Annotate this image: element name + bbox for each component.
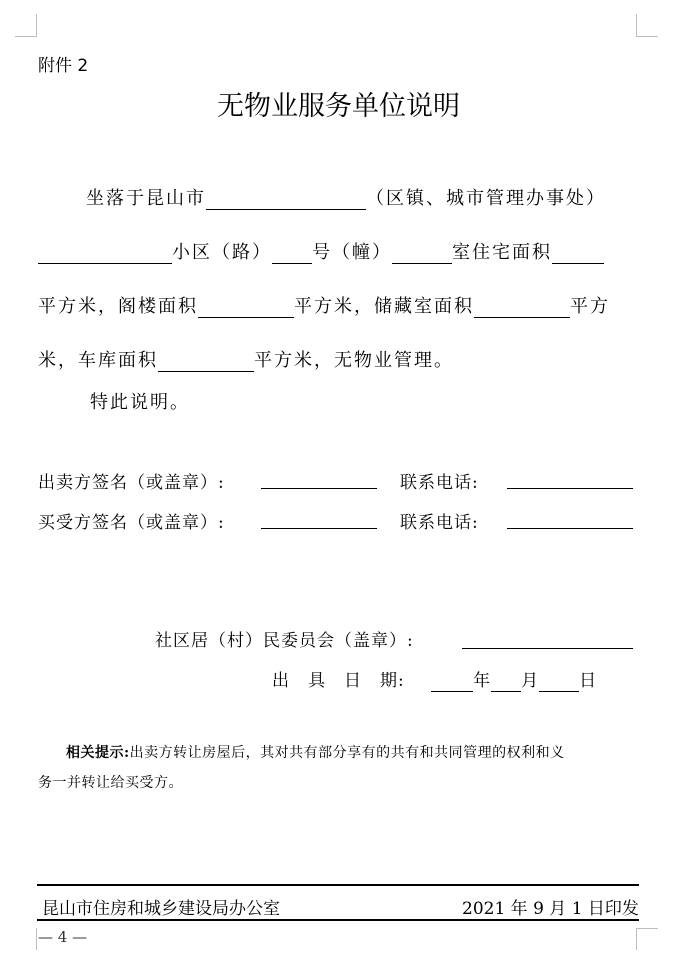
footer-date: 2021 年 9 月 1 日印发 [462,899,639,919]
body-line-1 [86,184,606,210]
residence-area-blank[interactable] [552,245,604,264]
seller-signature-label: 出卖方签名（或盖章）: [38,473,225,493]
notice-label: 相关提示: [66,745,130,761]
district-blank[interactable] [206,191,366,210]
attic-area-blank[interactable] [198,299,294,318]
footer-issuer: 昆山市住房和城乡建设局办公室 [42,899,280,919]
notice-text-2: 务一并转让给买受方。 [38,775,183,791]
year-blank[interactable] [431,673,473,692]
storage-area-label: 平方米，储藏室面积 [294,296,474,317]
buyer-phone-label: 联系电话: [400,513,479,533]
crop-mark [15,36,37,37]
seller-signature-blank[interactable] [261,470,377,489]
crop-mark [636,928,658,929]
no-property-statement: 平方米，无物业管理。 [254,350,454,371]
day-blank[interactable] [539,673,579,692]
footer-top-rule [37,884,639,886]
community-label: 小区（路） [172,242,272,263]
attic-area-label: 平方米，阁楼面积 [38,296,198,317]
unit-fragment: 平方 [570,296,610,317]
issue-date-label: 出 具 日 期: [272,671,405,691]
body-line-2 [38,238,604,264]
month-blank[interactable] [491,673,521,692]
seller-phone-label: 联系电话: [400,473,479,493]
body-line-4 [38,346,454,372]
attachment-label: 附件 2 [38,56,89,76]
garage-area-label: 米，车库面积 [38,350,158,371]
notice-line-1 [66,742,565,762]
month-label: 月 [521,671,540,691]
number-label: 号（幢） [312,242,392,263]
seller-phone-blank[interactable] [507,470,633,489]
storage-area-blank[interactable] [474,299,570,318]
committee-seal-label: 社区居（村）民委员会（盖章）: [155,631,414,651]
room-blank[interactable] [392,245,452,264]
footer-bottom-rule [37,919,639,921]
day-label: 日 [579,671,598,691]
number-blank[interactable] [272,245,312,264]
notice-text-1: 出卖方转让房屋后，其对共有部分享有的共有和共同管理的权利和义 [129,745,565,761]
garage-area-blank[interactable] [158,353,254,372]
page-title: 无物业服务单位说明 [217,91,460,122]
district-suffix: （区镇、城市管理办事处） [366,188,606,209]
body-line-3 [38,292,610,318]
crop-mark [36,14,37,36]
committee-seal-blank[interactable] [462,630,633,649]
buyer-signature-blank[interactable] [261,510,377,529]
issue-date-row [272,666,597,692]
residence-area-label: 室住宅面积 [452,242,552,263]
closing-statement: 特此说明。 [90,392,190,413]
community-blank[interactable] [38,245,172,264]
crop-mark [636,928,637,950]
buyer-phone-blank[interactable] [507,510,633,529]
location-prefix: 坐落于昆山市 [86,188,206,209]
page-number: — 4 — [38,928,88,946]
crop-mark [636,14,637,36]
year-label: 年 [473,671,492,691]
buyer-signature-label: 买受方签名（或盖章）: [38,513,225,533]
crop-mark [636,36,658,37]
crop-mark [36,928,37,950]
